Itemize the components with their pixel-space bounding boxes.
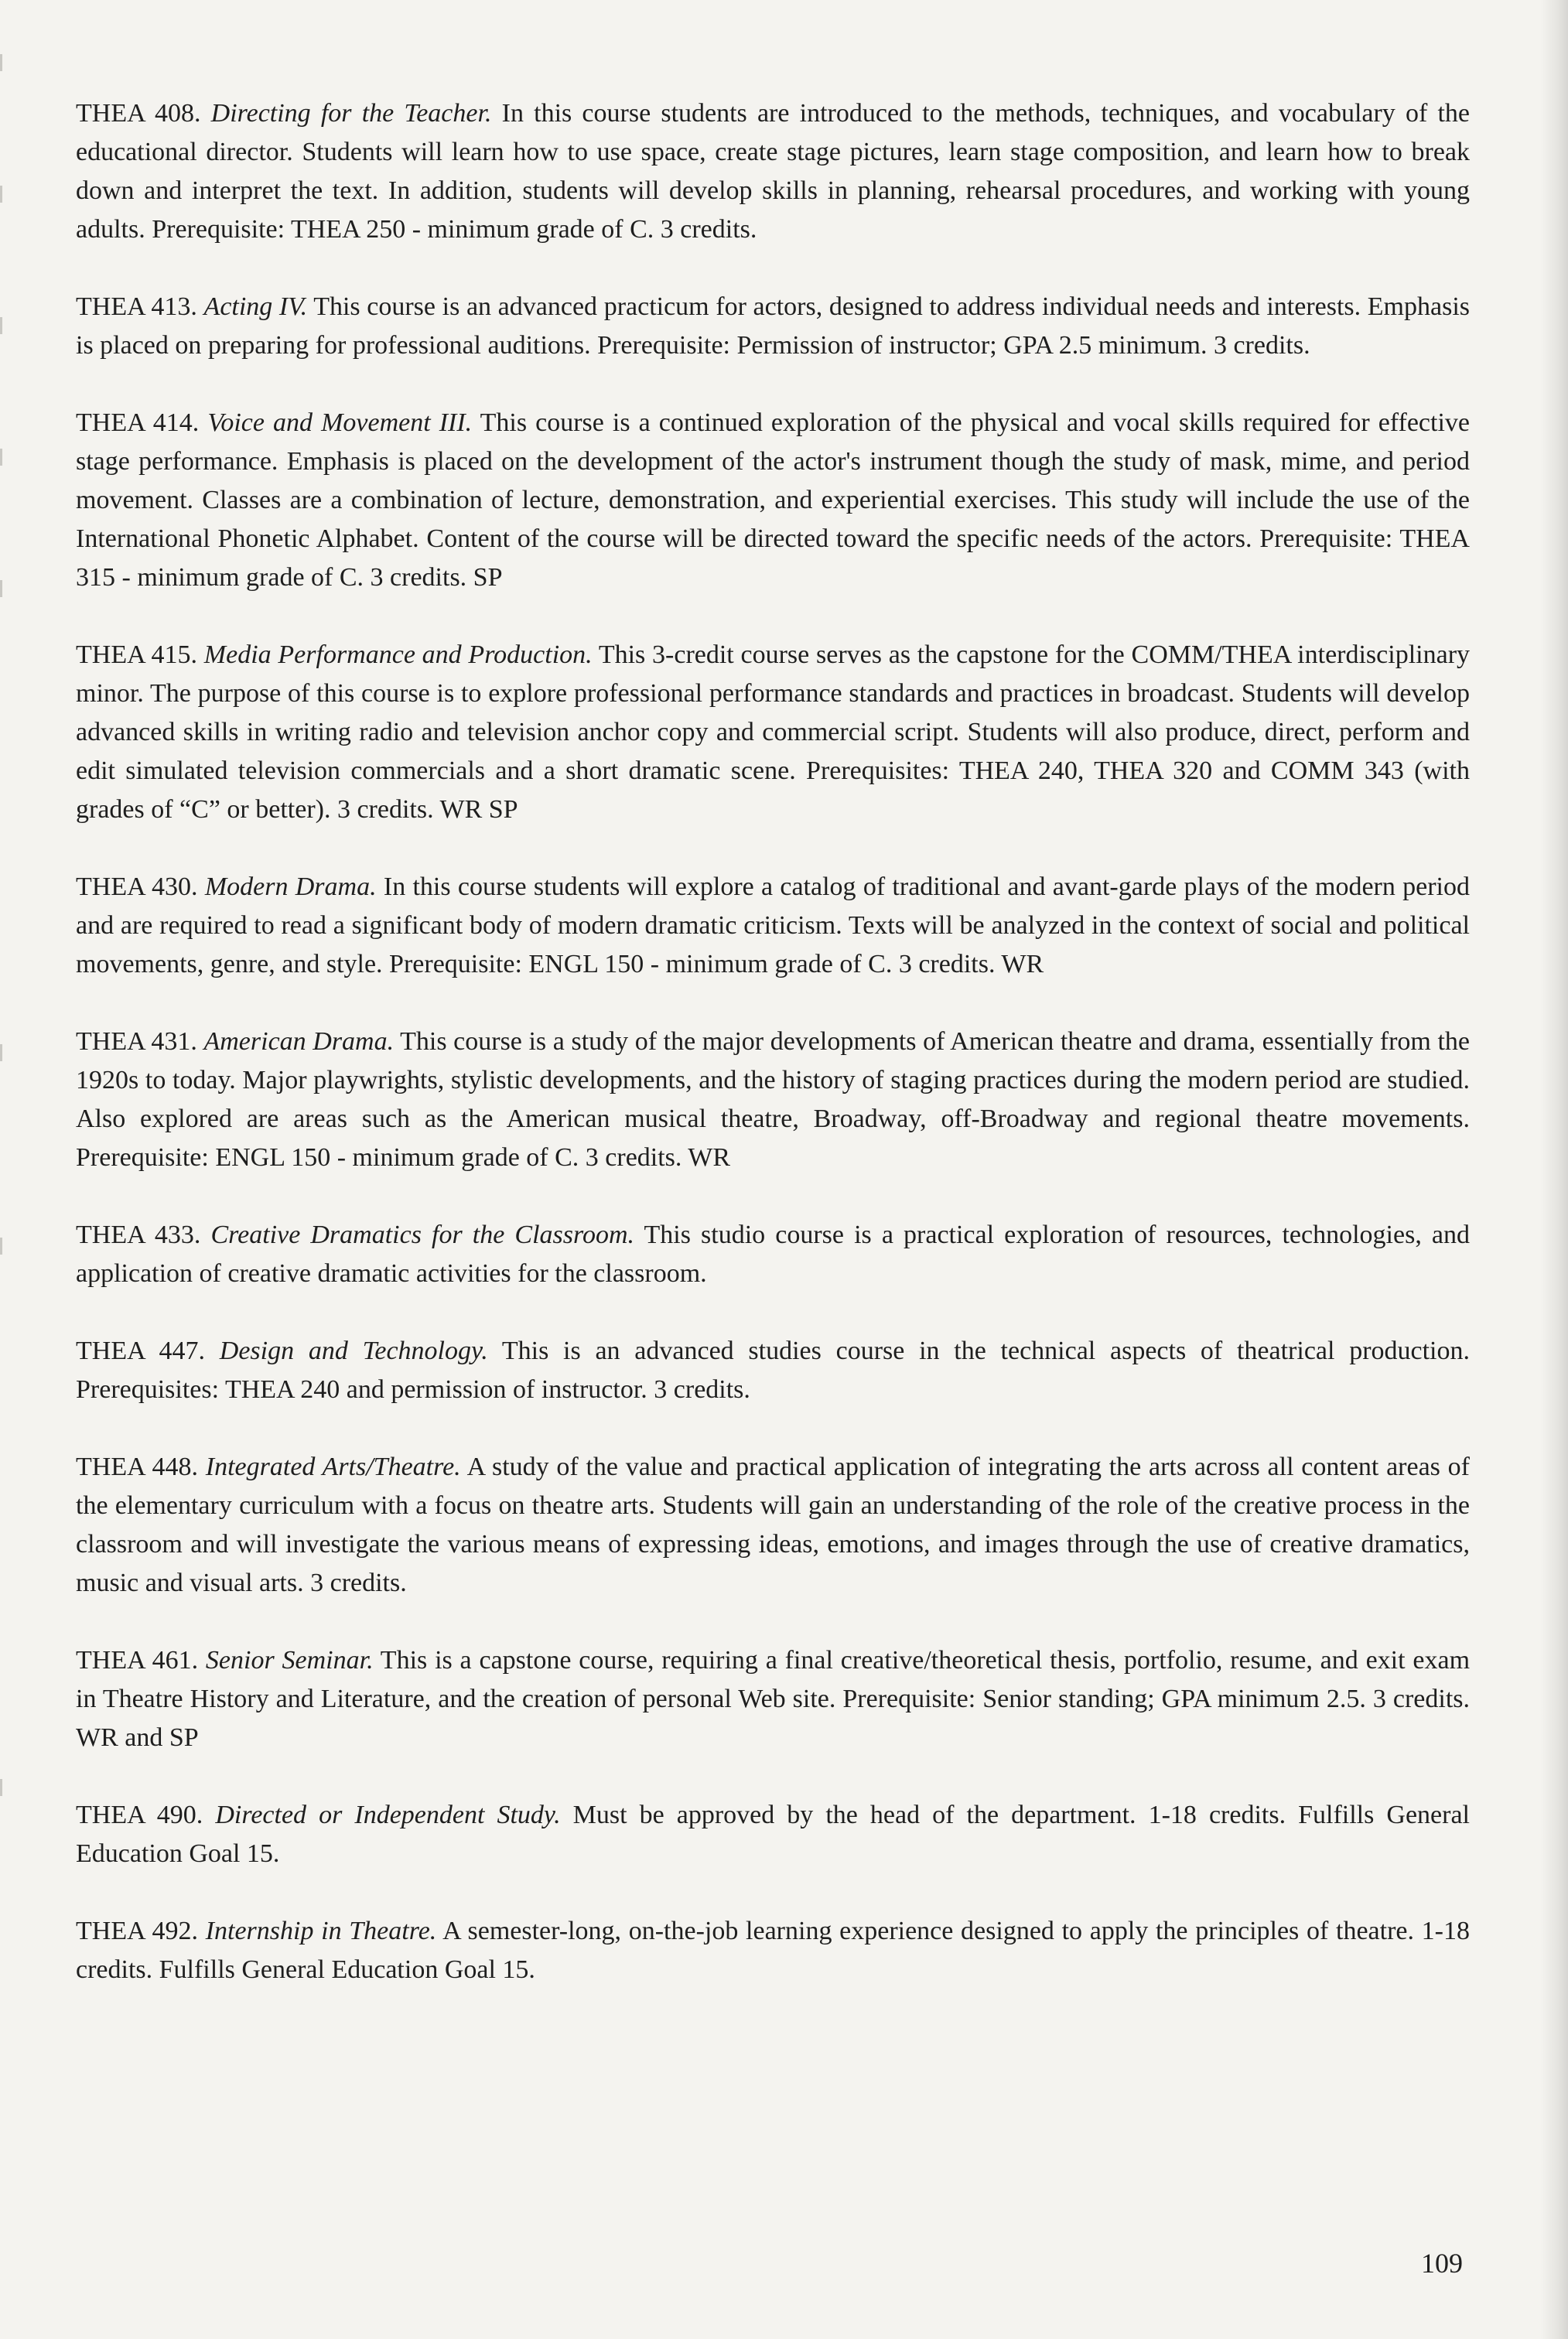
course-code: THEA 447. — [76, 1337, 206, 1365]
course-entry — [76, 1796, 1470, 1873]
course-list — [76, 94, 1470, 2028]
course-title: Media Performance and Production. — [203, 640, 593, 669]
course-code: THEA 415. — [76, 640, 198, 669]
course-description: In this course students will explore a catalog of traditional and avant-garde plays of the modern period and are required to read a significant body of modern dramatic criticism. Texts will be analyzed in the context of social and political movements, genre, and style. Prerequisite: ENGL 150 - minimum grade of C. 3 credits. WR — [76, 872, 1470, 978]
course-code: THEA 413. — [76, 292, 197, 321]
course-code: THEA 492. — [76, 1917, 198, 1945]
course-title: Voice and Movement III. — [207, 408, 473, 437]
course-entry — [76, 1023, 1470, 1177]
course-title: Integrated Arts/Theatre. — [205, 1453, 461, 1481]
course-description: In this course students are introduced to the methods, techniques, and vocabulary of the educational director. Students will learn how to use space, create stage pictures, learn stage composition, and learn how to break down and interpret the text. In addition, students will develop skills in planning, rehearsal procedures, and working with young adults. Prerequisite: THEA 250 - minimum grade of C. 3 credits. — [76, 99, 1471, 244]
course-description: A semester-long, on-the-job learning experience designed to apply the principles of theatre. 1-18 credits. Fulfills General Education Goal 15. — [76, 1917, 1471, 1984]
course-description: This course is a continued exploration of the physical and vocal skills required for effective stage performance. Emphasis is placed on the development of the actor's instrument though the study of mask, mime, and period movement. Classes are a combination of lecture, demonstration, and experiential exercises. This study will include the use of the International Phonetic Alphabet. Content of the course will be directed toward the specific needs of the actors. Prerequisite: THEA 315 - minimum grade of C. 3 credits. SP — [76, 408, 1470, 592]
page-edge-shadow — [1540, 0, 1568, 2339]
course-description: This 3-credit course serves as the capstone for the COMM/THEA interdisciplinary minor. The purpose of this course is to explore professional performance standards and practices in broadcast. Students will develop advanced skills in writing radio and television anchor copy and commercial script. Students will also produce, direct, perform and edit simulated television commercials and a short dramatic scene. Prerequisites: THEA 240, THEA 320 and COMM 343 (with grades of “C” or better). 3 credits. WR SP — [76, 640, 1471, 824]
course-code: THEA 431. — [76, 1027, 197, 1056]
course-title: Directing for the Teacher. — [210, 99, 492, 128]
course-code: THEA 433. — [76, 1221, 201, 1249]
course-code: THEA 430. — [76, 872, 198, 901]
course-title: Creative Dramatics for the Classroom. — [210, 1221, 635, 1249]
course-description: This course is a study of the major developments of American theatre and drama, essentially from the 1920s to today. Major playwrights, stylistic developments, and the history of staging practices during the modern period are studied. Also explored are areas such as the American musical theatre, Broadway, off-Broadway and regional theatre movements. Prerequisite: ENGL 150 - minimum grade of C. 3 credits. WR — [76, 1027, 1470, 1172]
scan-margin-marks — [0, 0, 8, 2339]
course-title: Design and Technology. — [219, 1337, 488, 1365]
course-title: Senior Seminar. — [205, 1646, 374, 1675]
course-entry — [76, 1641, 1470, 1757]
course-code: THEA 408. — [76, 99, 201, 128]
course-entry — [76, 636, 1470, 829]
course-title: Directed or Independent Study. — [215, 1801, 561, 1829]
course-description: A study of the value and practical application of integrating the arts across all content areas of the elementary curriculum with a focus on theatre arts. Students will gain an understanding of the role of the creative process in the classroom and will investigate the various means of expressing ideas, emotions, and images through the use of creative dramatics, music and visual arts. 3 credits. — [76, 1453, 1470, 1597]
course-description: This is a capstone course, requiring a final creative/theoretical thesis, portfolio, resume, and exit exam in Theatre History and Literature, and the creation of personal Web site. Prerequisite: Senior standing; GPA minimum 2.5. 3 credits. WR and SP — [76, 1646, 1471, 1752]
course-entry — [76, 404, 1470, 597]
course-title: American Drama. — [203, 1027, 395, 1056]
course-title: Modern Drama. — [204, 872, 377, 901]
course-entry — [76, 868, 1470, 984]
course-description: Must be approved by the head of the department. 1-18 credits. Fulfills General Education Goal 15. — [76, 1801, 1471, 1868]
course-code: THEA 461. — [76, 1646, 199, 1675]
course-code: THEA 414. — [76, 408, 200, 437]
course-description: This studio course is a practical exploration of resources, technologies, and application of creative dramatic activities for the classroom. — [76, 1221, 1471, 1288]
course-entry — [76, 1332, 1470, 1409]
course-title: Internship in Theatre. — [205, 1917, 437, 1945]
course-entry — [76, 1448, 1470, 1603]
course-title: Acting IV. — [203, 292, 308, 321]
course-description: This is an advanced studies course in the technical aspects of theatrical production. Prerequisites: THEA 240 and permission of instructor. 3 credits. — [76, 1337, 1471, 1404]
course-entry — [76, 1912, 1470, 1989]
page-number: 109 — [1421, 2248, 1463, 2279]
course-entry — [76, 1216, 1470, 1293]
course-code: THEA 448. — [76, 1453, 199, 1481]
course-description: This course is an advanced practicum for actors, designed to address individual needs and interests. Emphasis is placed on preparing for professional auditions. Prerequisite: Permission of instructor; GPA 2.5 minimum. 3 credits. — [76, 292, 1470, 360]
course-entry — [76, 94, 1470, 249]
course-code: THEA 490. — [76, 1801, 203, 1829]
course-entry — [76, 288, 1470, 365]
